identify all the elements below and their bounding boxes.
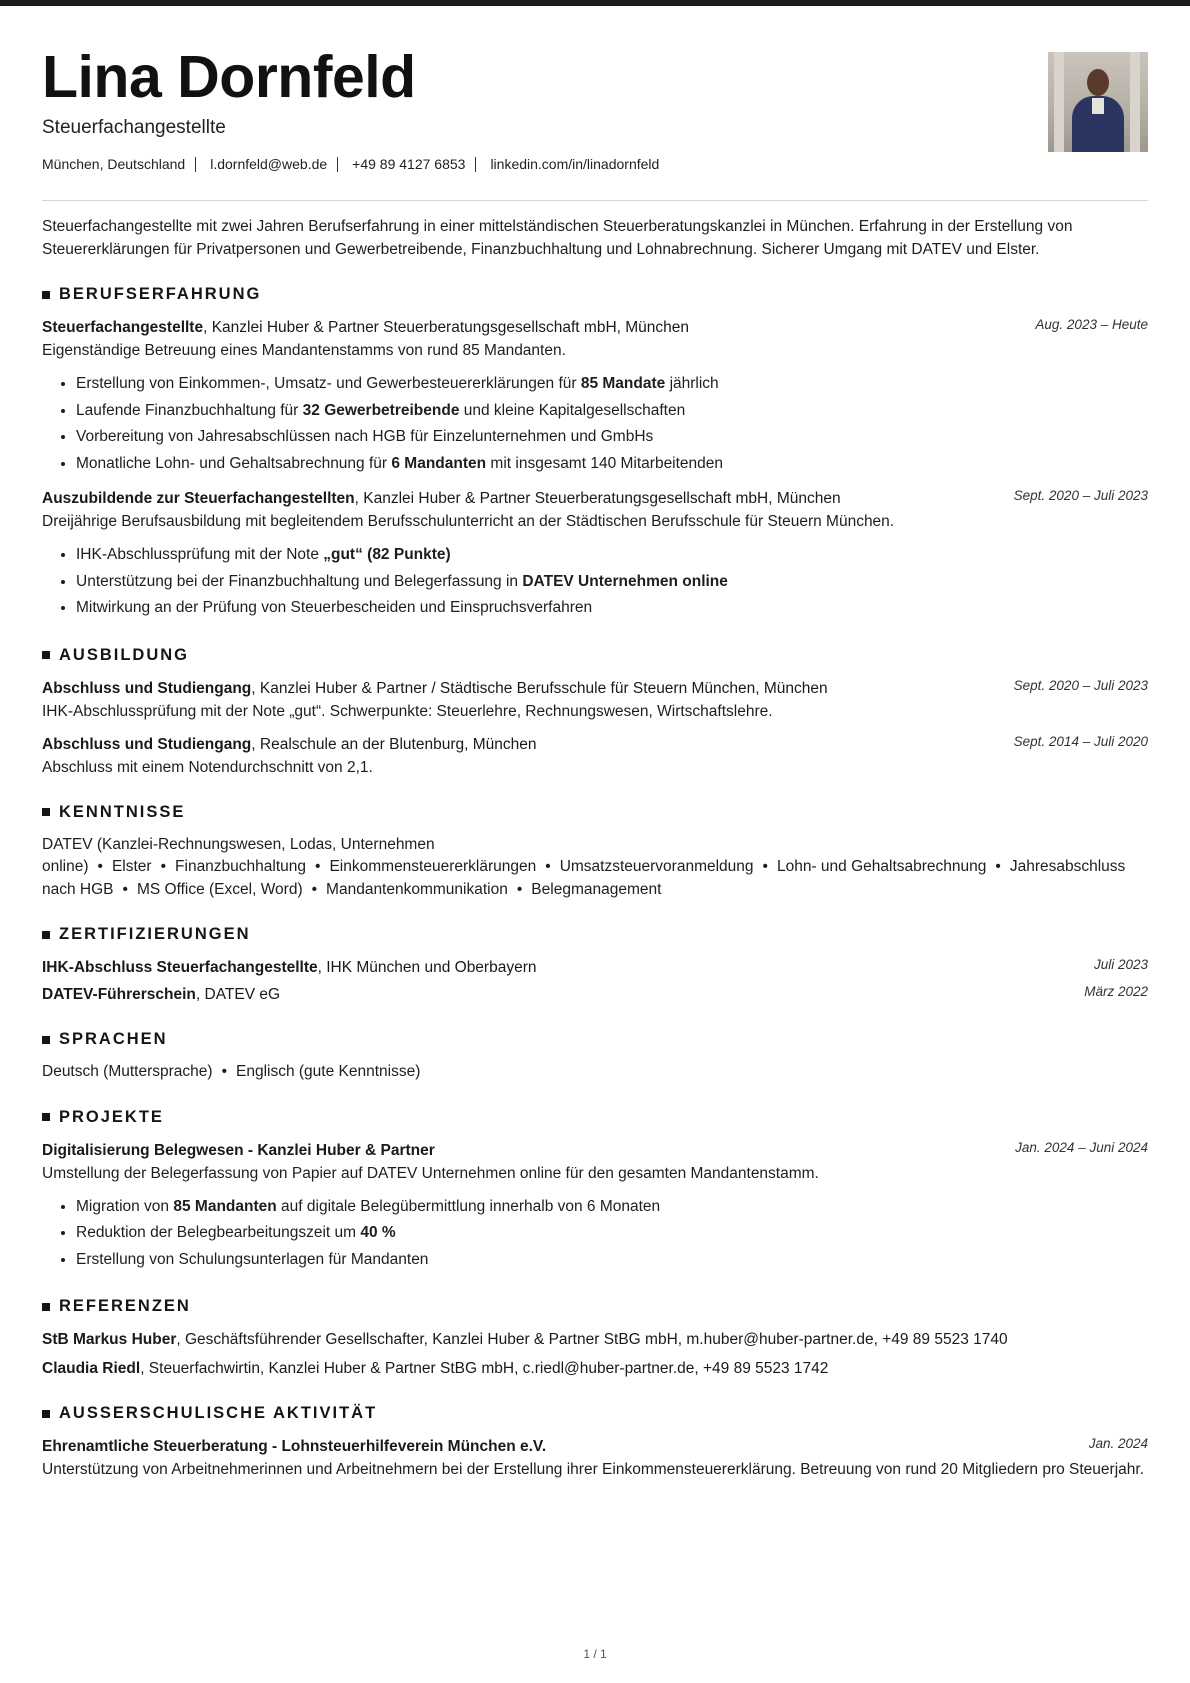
- section-heading: AUSSERSCHULISCHE AKTIVITÄT: [59, 1404, 378, 1422]
- entry-description: Abschluss mit einem Notendurchschnitt von 2,1.: [42, 758, 373, 776]
- entry-date: Jan. 2024 – Juni 2024: [1015, 1139, 1148, 1155]
- entry-heading: [42, 316, 1148, 339]
- profile-photo: [1048, 52, 1148, 152]
- education-title: [42, 646, 1148, 665]
- section-marker-icon: [42, 1113, 50, 1121]
- reference-entry: [42, 1357, 1148, 1380]
- header-divider: [42, 200, 1148, 201]
- page-number: 1 / 1: [583, 1647, 607, 1661]
- bullet-item: [76, 595, 1148, 622]
- entry-description: Dreijährige Berufsausbildung mit begleitendem Berufsschulunterricht an der Städtischen Berufsschule für Steuern München.: [42, 513, 895, 530]
- skill-separator: •: [160, 858, 167, 875]
- resume-page: [42, 38, 1148, 1491]
- entry-heading: [42, 983, 1148, 1006]
- language-item: Englisch (gute Kenntnisse): [236, 1063, 421, 1080]
- bullet-text: Erstellung von Schulungsunterlagen für Mandanten: [76, 1250, 429, 1268]
- skill-separator: •: [315, 858, 321, 875]
- contact-email[interactable]: l.dornfeld@web.de: [210, 156, 328, 172]
- entry-heading: [42, 677, 1148, 700]
- entry-subtitle: , DATEV eG: [195, 986, 281, 1003]
- languages-list: [42, 1061, 1148, 1084]
- section-marker-icon: [42, 651, 50, 659]
- bullet-text: jährlich: [665, 375, 719, 392]
- bullet-text: und kleine Kapitalgesellschaften: [459, 401, 686, 419]
- entry-title: Digitalisierung Belegwesen - Kanzlei Huber & Partner: [42, 1141, 435, 1159]
- section-heading: AUSBILDUNG: [59, 645, 189, 664]
- section-marker-icon: [42, 931, 50, 939]
- language-separator: •: [221, 1063, 227, 1080]
- skill-item: Umsatzsteuervoranmeldung: [559, 858, 754, 875]
- skill-item: DATEV (Kanzlei-Rechnungswesen, Lodas, Unternehmen online): [42, 835, 435, 875]
- bullet-highlight: 40 %: [360, 1224, 396, 1241]
- bullet-text: Mitwirkung an der Prüfung von Steuerbescheiden und Einspruchsverfahren: [76, 599, 593, 616]
- section-heading: ZERTIFIZIERUNGEN: [59, 925, 251, 943]
- skill-item: Belegmanagement: [531, 880, 662, 898]
- entry: [42, 1139, 1148, 1274]
- section-heading: PROJEKTE: [59, 1107, 164, 1126]
- skill-item: Finanzbuchhaltung: [175, 858, 307, 875]
- bullet-text: Vorbereitung von Jahresabschlüssen nach HGB für Einzelunternehmen und GmbHs: [76, 428, 654, 445]
- entry: [42, 487, 1148, 622]
- section-marker-icon: [42, 808, 50, 816]
- section-heading: SPRACHEN: [59, 1030, 168, 1048]
- bullet-text: mit insgesamt 140 Mitarbeitenden: [486, 454, 724, 472]
- skill-item: Mandantenkommunikation: [326, 880, 508, 898]
- bullet-highlight: DATEV Unternehmen online: [522, 572, 728, 590]
- entry-date: Sept. 2020 – Juli 2023: [1013, 677, 1148, 693]
- bullet-text: Reduktion der Belegbearbeitungszeit um: [76, 1224, 361, 1241]
- candidate-role: Steuerfachangestellte: [42, 117, 226, 138]
- entry: [42, 983, 1148, 1006]
- entry-subtitle: , Kanzlei Huber & Partner / Städtische Berufsschule für Steuern München, München: [251, 679, 828, 697]
- bullet-list: [42, 1194, 1148, 1274]
- skill-separator: •: [311, 880, 318, 898]
- skill-separator: •: [122, 880, 128, 898]
- entry-date: März 2022: [1084, 984, 1148, 999]
- entry-heading: [42, 487, 1148, 510]
- entry-title: Steuerfachangestellte: [42, 319, 204, 336]
- entry-description: Umstellung der Belegerfassung von Papier auf DATEV Unternehmen online für den gesamten Mandantenstamm.: [42, 1164, 819, 1182]
- entry-title: IHK-Abschluss Steuerfachangestellte: [42, 959, 318, 976]
- activities-title: [42, 1404, 1148, 1423]
- bullet-item: [76, 1194, 1148, 1221]
- contact-linkedin[interactable]: linkedin.com/in/linadornfeld: [490, 156, 660, 172]
- experience-title: [42, 285, 1148, 304]
- bullet-text: IHK-Abschlussprüfung mit der Note: [76, 546, 324, 563]
- bullet-highlight: 85 Mandate: [580, 375, 666, 392]
- contact-location: München, Deutschland: [42, 156, 186, 172]
- entry-description: Unterstützung von Arbeitnehmerinnen und Arbeitnehmern bei der Erstellung ihrer Einkommensteuererklärung. Betreuung von rund 20 Mitgliedern pro Steuerjahr.: [42, 1461, 1144, 1478]
- skill-separator: •: [97, 858, 103, 875]
- section-marker-icon: [42, 1303, 50, 1311]
- bullet-text: Erstellung von Einkommen-, Umsatz- und Gewerbesteuererklärungen für: [76, 375, 581, 392]
- entry-heading: [42, 956, 1148, 979]
- bullet-text: Monatliche Lohn- und Gehaltsabrechnung für: [76, 454, 392, 472]
- certifications-title: [42, 925, 1148, 944]
- bullet-highlight: 85 Mandanten: [173, 1197, 277, 1215]
- contact-separator: [195, 157, 196, 172]
- bullet-item: [76, 451, 1148, 478]
- section-heading: REFERENZEN: [59, 1297, 191, 1315]
- section-heading: KENNTNISSE: [59, 802, 186, 821]
- entry: [42, 1435, 1148, 1481]
- skill-separator: •: [545, 858, 551, 875]
- profile-summary: Steuerfachangestellte mit zwei Jahren Berufserfahrung in einer mittelständischen Steuerberatungskanzlei in München. Erfahrung in der Erstellung von Steuererklärungen für Privatpersonen und Gewerbetreibende, Finanzbuchhaltung und Lohnabrechnung. Sicherer Umgang mit DATEV und Elster.: [42, 218, 1073, 258]
- entry: [42, 733, 1148, 779]
- language-item: Deutsch (Muttersprache): [42, 1063, 213, 1080]
- entry-date: Sept. 2014 – Juli 2020: [1013, 733, 1148, 749]
- bullet-text: Laufende Finanzbuchhaltung für: [76, 401, 303, 419]
- entry-subtitle: , Realschule an der Blutenburg, München: [251, 735, 537, 753]
- bullet-highlight: 6 Mandanten: [391, 454, 487, 472]
- bullet-highlight: 32 Gewerbetreibende: [302, 401, 460, 419]
- projects-title: [42, 1108, 1148, 1127]
- bullet-text: auf digitale Belegübermittlung innerhalb von 6 Monaten: [276, 1197, 661, 1215]
- entry-title: Abschluss und Studiengang: [42, 679, 252, 697]
- entry-title: DATEV-Führerschein: [42, 986, 196, 1003]
- entry-date: Jan. 2024: [1088, 1436, 1148, 1451]
- skill-item: Lohn- und Gehaltsabrechnung: [776, 858, 987, 875]
- bullet-item: [76, 542, 1148, 569]
- skill-item: Jahresabschluss nach HGB: [42, 858, 1126, 898]
- reference-entry: [42, 1328, 1148, 1351]
- entry-heading: [42, 1139, 1148, 1162]
- bullet-item: [76, 1247, 1148, 1274]
- entry-title: Auszubildende zur Steuerfachangestellten: [42, 490, 355, 507]
- bullet-item: [76, 398, 1148, 425]
- section-marker-icon: [42, 1036, 50, 1044]
- reference-details: , Geschäftsführender Gesellschafter, Kanzlei Huber & Partner StBG mbH, m.huber@huber-partner.de, +49 89 5523 1740: [176, 1331, 1008, 1348]
- entry-subtitle: , Kanzlei Huber & Partner Steuerberatungsgesellschaft mbH, München: [354, 490, 841, 507]
- entry-date: Juli 2023: [1093, 957, 1148, 972]
- section-marker-icon: [42, 1410, 50, 1418]
- entry-subtitle: , IHK München und Oberbayern: [317, 959, 537, 976]
- skill-separator: •: [762, 858, 768, 875]
- entry-heading: [42, 1435, 1148, 1458]
- bullet-list: [42, 371, 1148, 477]
- entry-title: Ehrenamtliche Steuerberatung - Lohnsteuerhilfeverein München e.V.: [42, 1438, 547, 1455]
- entry-title: Abschluss und Studiengang: [42, 735, 252, 753]
- contact-separator: [337, 157, 338, 172]
- contact-phone[interactable]: +49 89 4127 6853: [352, 156, 466, 172]
- sections: [42, 285, 1148, 1481]
- entry-description: Eigenständige Betreuung eines Mandantenstamms von rund 85 Mandanten.: [42, 342, 566, 359]
- contact-line: [42, 156, 1148, 172]
- reference-name: Claudia Riedl: [42, 1360, 141, 1377]
- bullet-item: [76, 424, 1148, 451]
- skill-separator: •: [995, 858, 1001, 875]
- skill-item: Einkommensteuererklärungen: [329, 858, 537, 875]
- candidate-name: Lina Dornfeld: [42, 44, 416, 110]
- entry: [42, 677, 1148, 723]
- skill-separator: •: [516, 880, 523, 898]
- entry: [42, 316, 1148, 477]
- section-heading: BERUFSERFAHRUNG: [59, 285, 262, 303]
- resume-header: [42, 44, 1148, 200]
- entry-heading: [42, 733, 1148, 756]
- skill-item: Elster: [111, 858, 152, 875]
- entry: [42, 956, 1148, 979]
- reference-details: , Steuerfachwirtin, Kanzlei Huber & Partner StBG mbH, c.riedl@huber-partner.de, +49 89 5523 1742: [140, 1360, 829, 1377]
- bullet-item: [76, 1220, 1148, 1247]
- entry-date: Sept. 2020 – Juli 2023: [1013, 488, 1148, 503]
- bullet-list: [42, 542, 1148, 622]
- entry-subtitle: , Kanzlei Huber & Partner Steuerberatungsgesellschaft mbH, München: [203, 319, 690, 336]
- top-border: [0, 0, 1190, 6]
- reference-name: StB Markus Huber: [42, 1331, 177, 1348]
- entry-description: IHK-Abschlussprüfung mit der Note „gut“. Schwerpunkte: Steuerlehre, Rechnungswesen, Wirtschaftslehre.: [42, 702, 773, 720]
- bullet-text: Migration von: [76, 1197, 174, 1215]
- contact-separator: [475, 157, 476, 172]
- bullet-item: [76, 371, 1148, 398]
- entry-date: Aug. 2023 – Heute: [1035, 317, 1148, 332]
- languages-title: [42, 1030, 1148, 1049]
- skills-title: [42, 803, 1148, 822]
- skills-list: [42, 834, 1148, 902]
- skill-item: MS Office (Excel, Word): [136, 880, 303, 898]
- bullet-text: Unterstützung bei der Finanzbuchhaltung und Belegerfassung in: [76, 572, 523, 590]
- section-marker-icon: [42, 291, 50, 299]
- references-title: [42, 1297, 1148, 1316]
- bullet-item: [76, 569, 1148, 596]
- bullet-highlight: „gut“ (82 Punkte): [323, 546, 451, 563]
